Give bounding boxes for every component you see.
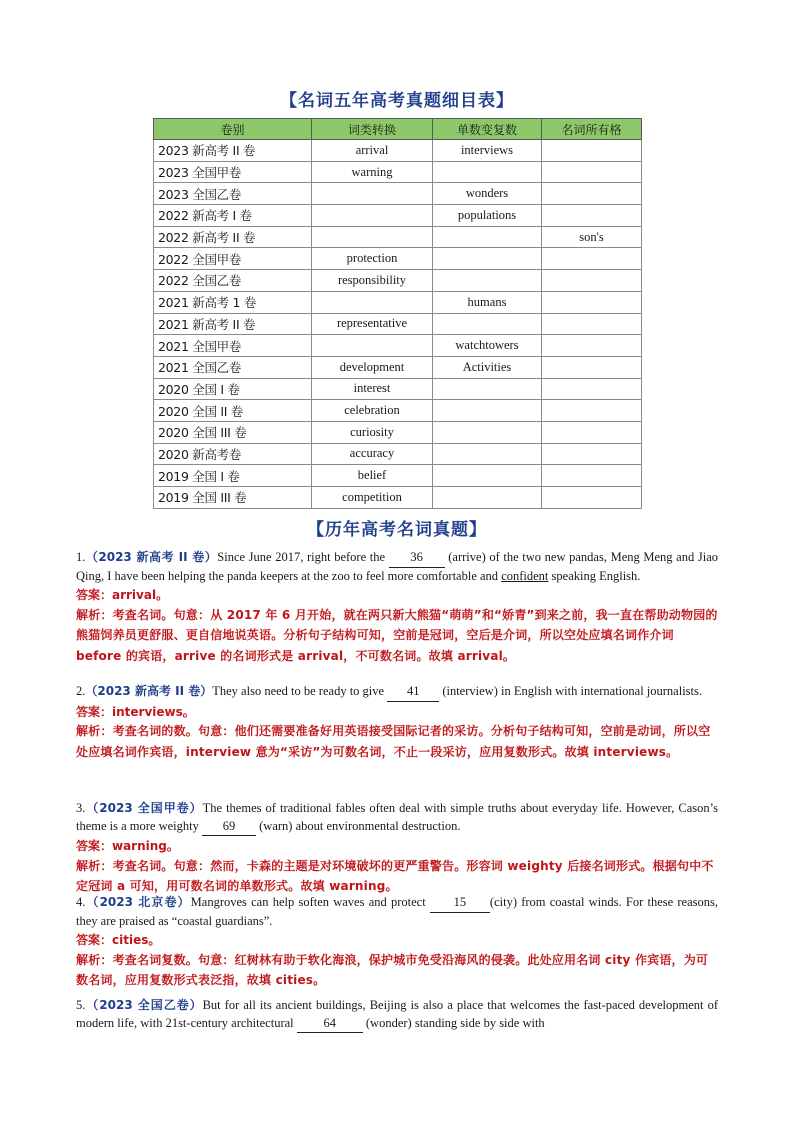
question-text	[76, 997, 718, 1033]
cell-plural: Activities	[433, 356, 542, 378]
cell-plural	[433, 421, 542, 443]
analysis: 解析：考查名词。句意：从 2017 年 6 月开始，就在两只新大熊猫“萌萌”和“娇青”到来之前，我一直在帮助动物园的熊猫饲养员更舒服、更自信地说英语。分析句子结构可知，空前是冠词，空后是介词，所以空处应填名词作介词 before 的宾语，arrive 的名词形式是 arrival，不可数名词。故填 arrival。	[76, 607, 718, 663]
table-row	[154, 205, 642, 227]
table-row	[154, 443, 642, 465]
blank-number: 69	[202, 818, 256, 837]
cell-paper: 2023 全国乙卷	[154, 183, 312, 205]
cell-plural	[433, 226, 542, 248]
cell-possessive	[542, 291, 642, 313]
analysis: 解析：考查名词的数。句意：他们还需要准备好用英语接受国际记者的采访。分析句子结构可知，空前是动词，所以空处应填名词作宾语，interview 意为“采访”为可数名词，不止一段采访，应用复数形式。故填 interviews。	[76, 724, 711, 759]
noun-summary-table	[153, 118, 642, 509]
cell-possessive	[542, 140, 642, 162]
cell-possessive	[542, 465, 642, 487]
question-stem-cont: (city) from coastal winds. For these reasons, they are praised as “coastal guardians”.	[76, 895, 718, 928]
cell-plural	[433, 248, 542, 270]
question-stem: They also need to be ready to give	[212, 684, 388, 698]
cell-word-conversion: arrival	[312, 140, 433, 162]
cell-plural: humans	[433, 291, 542, 313]
cell-paper: 2021 全国乙卷	[154, 356, 312, 378]
question-stem: The themes of traditional fables often deal with simple truths about everyday life. However, Cason’s theme is a more weighty	[76, 801, 719, 833]
question-stem-cont: (arrive) of the two new pandas, Meng Meng and Jiao Qing, I have been helping the panda keepers at the zoo to feel more comfortable and	[76, 550, 718, 583]
question-text	[76, 683, 718, 702]
question-stem: But for all its ancient buildings, Beijing is also a place that welcomes the fast-paced development of modern life, with 21st-century architectural	[76, 998, 718, 1030]
cell-possessive	[542, 487, 642, 509]
cell-plural: populations	[433, 205, 542, 227]
question-number: 2.	[76, 684, 86, 698]
cell-paper: 2021 新高考 II 卷	[154, 313, 312, 335]
cell-plural	[433, 465, 542, 487]
cell-possessive	[542, 400, 642, 422]
cell-word-conversion	[312, 183, 433, 205]
question-1	[76, 549, 718, 666]
cell-paper: 2019 全国 I 卷	[154, 465, 312, 487]
cell-word-conversion: celebration	[312, 400, 433, 422]
cell-possessive	[542, 161, 642, 183]
cell-word-conversion: protection	[312, 248, 433, 270]
header-plural: 单数变复数	[433, 119, 542, 140]
question-number: 5.	[76, 998, 86, 1012]
cell-word-conversion	[312, 291, 433, 313]
cell-word-conversion: curiosity	[312, 421, 433, 443]
cell-plural	[433, 400, 542, 422]
cell-plural	[433, 378, 542, 400]
cell-possessive	[542, 183, 642, 205]
analysis: 解析：考查名词。句意：然而，卡森的主题是对环境破坏的更严重警告。形容词 weighty 后接名词形式。根据句中不定冠词 a 可知，用可数名词的单数形式。故填 warning。	[76, 858, 714, 893]
answer: 答案：interviews。	[76, 704, 195, 719]
cell-paper: 2022 新高考 I 卷	[154, 205, 312, 227]
header-word-conversion: 词类转换	[312, 119, 433, 140]
cell-possessive	[542, 335, 642, 357]
table-row	[154, 183, 642, 205]
cell-paper: 2023 新高考 II 卷	[154, 140, 312, 162]
header-paper: 卷别	[154, 119, 312, 140]
table-title: 【名词五年高考真题细目表】	[280, 91, 514, 111]
cell-possessive	[542, 248, 642, 270]
cell-word-conversion: responsibility	[312, 270, 433, 292]
cell-word-conversion	[312, 205, 433, 227]
cell-word-conversion: belief	[312, 465, 433, 487]
question-text	[76, 894, 718, 930]
table-row	[154, 487, 642, 509]
table-row	[154, 421, 642, 443]
cell-word-conversion	[312, 335, 433, 357]
question-stem-end: speaking English.	[548, 568, 641, 583]
question-text	[76, 800, 718, 836]
section-title: 【历年高考名词真题】	[307, 520, 487, 540]
cell-plural	[433, 270, 542, 292]
analysis: 解析：考查名词复数。句意：红树林有助于软化海浪，保护城市免受沿海风的侵袭。此处应用名词 city 作宾语，为可数名词，应用复数形式表泛指，故填 cities。	[76, 952, 709, 987]
underlined-word: confident	[501, 568, 549, 583]
cell-paper: 2022 全国乙卷	[154, 270, 312, 292]
cell-possessive	[542, 205, 642, 227]
question-stem-cont: (warn) about environmental destruction.	[256, 818, 461, 833]
cell-paper: 2021 全国甲卷	[154, 335, 312, 357]
question-source: （2023 新高考 II 卷）	[85, 550, 218, 564]
table-row	[154, 465, 642, 487]
cell-word-conversion: interest	[312, 378, 433, 400]
question-source: （2023 全国乙卷）	[85, 998, 203, 1012]
cell-paper: 2023 全国甲卷	[154, 161, 312, 183]
cell-possessive: son's	[542, 226, 642, 248]
question-2	[76, 683, 718, 762]
blank-number: 36	[389, 549, 445, 568]
table-header-row	[154, 119, 642, 140]
blank-number: 64	[297, 1015, 363, 1034]
table-row	[154, 335, 642, 357]
question-stem: Mangroves can help soften waves and protect	[190, 895, 430, 909]
cell-possessive	[542, 421, 642, 443]
cell-paper: 2022 全国甲卷	[154, 248, 312, 270]
table-row	[154, 226, 642, 248]
table-row	[154, 270, 642, 292]
question-number: 4.	[76, 895, 86, 909]
cell-plural	[433, 487, 542, 509]
cell-possessive	[542, 270, 642, 292]
answer: 答案：cities。	[76, 933, 161, 947]
cell-paper: 2022 新高考 II 卷	[154, 226, 312, 248]
header-possessive: 名词所有格	[542, 119, 642, 140]
cell-word-conversion: warning	[312, 161, 433, 183]
table-row	[154, 248, 642, 270]
question-stem-cont: (interview) in English with international journalists.	[439, 684, 703, 698]
question-number: 1.	[76, 550, 86, 564]
table-row	[154, 400, 642, 422]
table-row	[154, 356, 642, 378]
question-3	[76, 800, 718, 897]
table-row	[154, 313, 642, 335]
cell-plural	[433, 161, 542, 183]
cell-word-conversion	[312, 226, 433, 248]
cell-paper: 2020 全国 I 卷	[154, 378, 312, 400]
table-row	[154, 140, 642, 162]
cell-paper: 2020 全国 II 卷	[154, 400, 312, 422]
cell-paper: 2020 全国 III 卷	[154, 421, 312, 443]
question-source: （2023 全国甲卷）	[85, 801, 203, 815]
cell-plural	[433, 443, 542, 465]
table-row	[154, 161, 642, 183]
answer: 答案：arrival。	[76, 588, 169, 602]
cell-possessive	[542, 378, 642, 400]
cell-plural	[433, 313, 542, 335]
question-text	[76, 549, 718, 585]
question-stem-cont: (wonder) standing side by side with	[362, 1015, 545, 1030]
cell-paper: 2020 新高考卷	[154, 443, 312, 465]
cell-word-conversion: accuracy	[312, 443, 433, 465]
cell-word-conversion: competition	[312, 487, 433, 509]
question-number: 3.	[76, 801, 86, 815]
question-4	[76, 894, 718, 991]
cell-plural: interviews	[433, 140, 542, 162]
cell-paper: 2021 新高考 1 卷	[154, 291, 312, 313]
blank-number: 15	[430, 894, 490, 913]
cell-possessive	[542, 313, 642, 335]
blank-number: 41	[387, 683, 439, 702]
question-source: （2023 北京卷）	[85, 895, 191, 909]
question-5	[76, 997, 718, 1033]
cell-word-conversion: development	[312, 356, 433, 378]
answer: 答案：warning。	[76, 839, 179, 853]
table-row	[154, 291, 642, 313]
cell-possessive	[542, 356, 642, 378]
question-source: （2023 新高考 II 卷）	[85, 684, 213, 698]
table-row	[154, 378, 642, 400]
cell-plural: watchtowers	[433, 335, 542, 357]
cell-word-conversion: representative	[312, 313, 433, 335]
question-stem: Since June 2017, right before the	[217, 550, 389, 564]
cell-paper: 2019 全国 III 卷	[154, 487, 312, 509]
cell-possessive	[542, 443, 642, 465]
cell-plural: wonders	[433, 183, 542, 205]
